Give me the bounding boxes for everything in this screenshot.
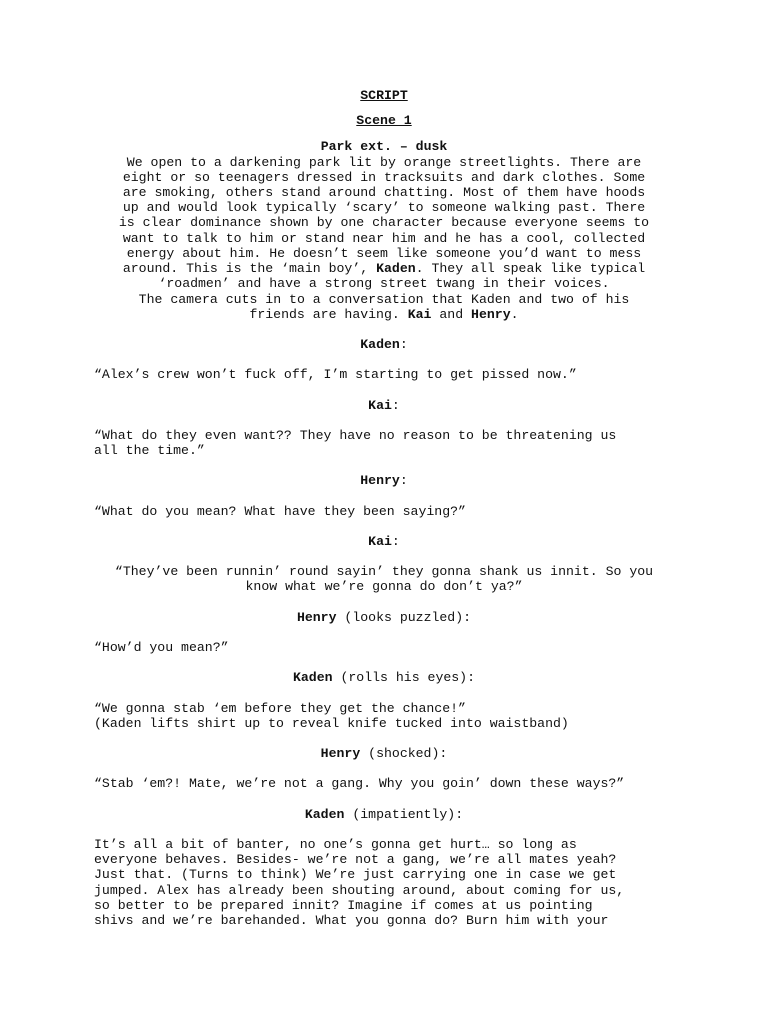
speaker-name: Kaden (304, 807, 345, 822)
dialogue-line: “They’ve been runnin’ round sayin’ they gonna shank us innit. So you (114, 564, 654, 579)
script-title: SCRIPT (360, 88, 408, 103)
speaker-heading (0, 670, 768, 685)
dialogue-line: “Stab ‘em?! Mate, we’re not a gang. Why you goin’ down these ways?” (94, 776, 625, 791)
dialogue-line: It’s all a bit of banter, no one’s gonna get hurt… so long as (94, 837, 577, 852)
dialogue-line: “What do you mean? What have they been saying?” (94, 504, 466, 519)
description-text: and (431, 307, 472, 322)
description-text: . (510, 307, 519, 322)
dialogue-line: jumped. Alex has already been shouting around, about coming for us, (94, 883, 625, 898)
speaker-direction: (shocked): (360, 746, 448, 761)
description-line: up and would look typically ‘scary’ to someone walking past. There (122, 200, 646, 215)
speaker-heading (0, 807, 768, 822)
description-line: energy about him. He doesn’t seem like someone you’d want to mess (126, 246, 642, 261)
speaker-direction: : (391, 398, 400, 413)
speaker-name: Henry (360, 473, 400, 488)
description-line (0, 307, 768, 322)
speaker-direction: (looks puzzled): (336, 610, 472, 625)
dialogue-line: “Alex’s crew won’t fuck off, I’m starting to get pissed now.” (94, 367, 577, 382)
speaker-heading (0, 746, 768, 761)
speaker-heading (0, 610, 768, 625)
speaker-direction: : (399, 473, 408, 488)
dialogue-line: shivs and we’re barehanded. What you gonna do? Burn him with your (94, 913, 609, 928)
dialogue-line: “What do they even want?? They have no reason to be threatening us (94, 428, 617, 443)
dialogue-line: “How’d you mean?” (94, 640, 229, 655)
character-name: Kai (407, 307, 432, 322)
character-name: Kaden (376, 261, 416, 276)
description-text: around. This is the ‘main boy’, (122, 261, 377, 276)
dialogue-line: “We gonna stab ‘em before they get the chance!” (94, 701, 466, 716)
description-line: ‘roadmen’ and have a strong street twang in their voices. (158, 276, 610, 291)
speaker-name: Kai (368, 534, 392, 549)
character-name: Henry (471, 307, 511, 322)
speaker-name: Kaden (292, 670, 333, 685)
description-line: We open to a darkening park lit by orange streetlights. There are (126, 155, 642, 170)
speaker-name: Kaden (360, 337, 400, 352)
description-text: . They all speak like typical (415, 261, 646, 276)
speaker-direction: : (391, 534, 400, 549)
dialogue-line: everyone behaves. Besides- we’re not a gang, we’re all mates yeah? (94, 852, 617, 867)
speaker-name: Henry (320, 746, 361, 761)
description-line (0, 261, 768, 276)
speaker-direction: (impatiently): (344, 807, 464, 822)
description-text: friends are having. (249, 307, 408, 322)
scene-heading: Scene 1 (356, 113, 412, 128)
dialogue-line: know what we’re gonna do don’t ya?” (245, 579, 523, 594)
speaker-name: Henry (296, 610, 337, 625)
dialogue-line: all the time.” (94, 443, 205, 458)
speaker-heading (0, 534, 768, 549)
scene-setting: Park ext. – dusk (320, 139, 448, 154)
speaker-name: Kai (368, 398, 392, 413)
description-line: are smoking, others stand around chatting. Most of them have hoods (122, 185, 646, 200)
description-line: is clear dominance shown by one character because everyone seems to (118, 215, 650, 230)
dialogue-line: so better to be prepared innit? Imagine if comes at us pointing (94, 898, 593, 913)
description-line: The camera cuts in to a conversation that Kaden and two of his (138, 292, 630, 307)
speaker-direction: (rolls his eyes): (332, 670, 476, 685)
description-line: want to talk to him or stand near him and he has a cool, collected (122, 231, 646, 246)
stage-direction: (Kaden lifts shirt up to reveal knife tucked into waistband) (94, 716, 569, 731)
description-line: eight or so teenagers dressed in tracksuits and dark clothes. Some (122, 170, 646, 185)
speaker-heading (0, 473, 768, 488)
dialogue-line: Just that. (Turns to think) We’re just carrying one in case we get (94, 867, 617, 882)
speaker-direction: : (399, 337, 408, 352)
speaker-heading (0, 398, 768, 413)
speaker-heading (0, 337, 768, 352)
